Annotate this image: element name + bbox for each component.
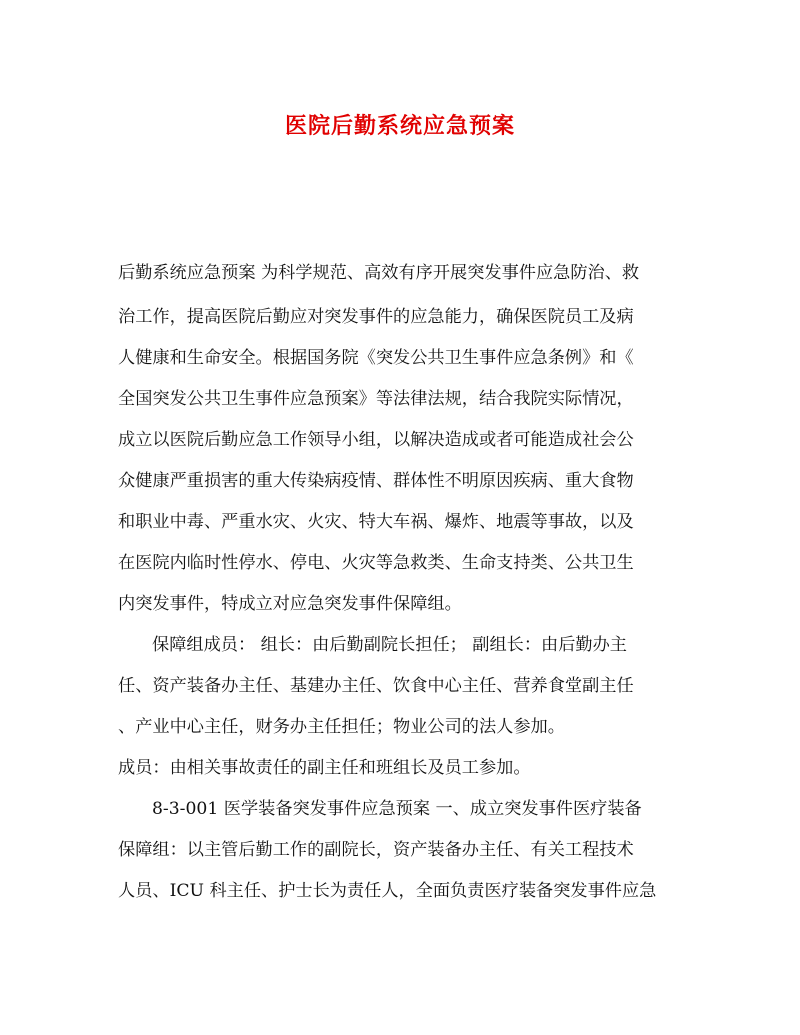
body-line-2: 治工作，提高医院后勤应对突发事件的应急能力，确保医院员工及病 (118, 307, 634, 327)
body-line-5: 成立以医院后勤应急工作领导小组，以解决造成或者可能造成社会公 (118, 430, 634, 450)
body-line-7: 和职业中毒、严重水灾、火灾、特大车祸、爆炸、地震等事故，以及 (118, 512, 634, 532)
body-line-8: 在医院内临时性停水、停电、火灾等急救类、生命支持类、公共卫生 (118, 553, 634, 573)
document-title: 医院后勤系统应急预案 (284, 113, 515, 139)
body-line-9: 内突发事件，特成立对应急突发事件保障组。 (118, 594, 462, 614)
body-line-16: 人员、ICU 科主任、护士长为责任人，全面负责医疗装备突发事件应急 (118, 881, 657, 901)
body-line-10: 保障组成员： 组长：由后勤副院长担任； 副组长：由后勤办主 (152, 635, 627, 655)
body-line-12: 、产业中心主任，财务办主任担任；物业公司的法人参加。 (118, 717, 565, 737)
body-line-1: 后勤系统应急预案 为科学规范、高效有序开展突发事件应急防治、救 (118, 263, 640, 283)
body-line-3: 人健康和生命安全。根据国务院《突发公共卫生事件应急条例》和《 (118, 348, 634, 368)
body-line-4: 全国突发公共卫生事件应急预案》等法律法规，结合我院实际情况， (118, 389, 634, 409)
body-line-6: 众健康严重损害的重大传染病疫情、群体性不明原因疾病、重大食物 (118, 471, 634, 491)
body-line-13: 成员：由相关事故责任的副主任和班组长及员工参加。 (118, 758, 531, 778)
body-line-15: 保障组：以主管后勤工作的副院长，资产装备办主任、有关工程技术 (118, 840, 634, 860)
body-line-14: 8-3-001 医学装备突发事件应急预案 一、成立突发事件医疗装备 (152, 799, 642, 819)
body-line-11: 任、资产装备办主任、基建办主任、饮食中心主任、营养食堂副主任 (118, 676, 634, 696)
